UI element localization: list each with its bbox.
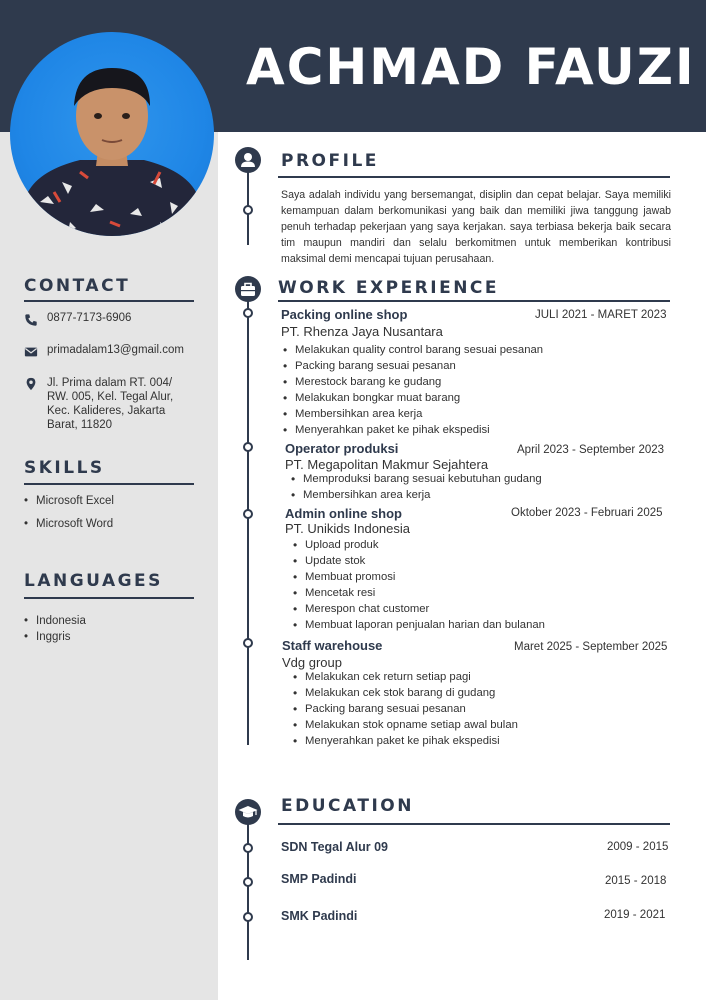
education-divider bbox=[278, 823, 670, 825]
job-task-list bbox=[291, 669, 518, 749]
job-company: PT. Rhenza Jaya Nusantara bbox=[281, 324, 443, 339]
job-title: Admin online shop bbox=[285, 506, 402, 521]
job-task: • Memproduksi barang sesuai kebutuhan gudang bbox=[289, 471, 542, 487]
contact-email-row[interactable] bbox=[24, 344, 184, 359]
contact-heading: CONTACT bbox=[24, 276, 131, 296]
timeline-dot bbox=[243, 509, 253, 519]
job-task: • Menyerahkan paket ke pihak ekspedisi bbox=[291, 733, 518, 749]
contact-address-row bbox=[24, 376, 182, 432]
languages-list bbox=[24, 615, 86, 647]
education-years: 2019 - 2021 bbox=[604, 909, 666, 921]
timeline-dot bbox=[243, 877, 253, 887]
skill-item: • Microsoft Excel bbox=[24, 495, 114, 518]
profile-summary: Saya adalah individu yang bersemangat, disiplin dan cepat belajar. Saya memiliki kemampuan dalam berkomunikasi yang baik dan memiliki jiwa tanggung jawab penuh terhadap pekerjaan yang saya kerjakan. saya terbiasa bekerja baik secara tim maupun mandiri dan selalu berkomitmen untuk memberikan kontribusi maksimal demi mencapai tujuan perusahaan. bbox=[281, 189, 671, 265]
contact-email: primadalam13@gmail.com bbox=[47, 344, 184, 356]
timeline-dot bbox=[243, 843, 253, 853]
job-task: • Membuat laporan penjualan harian dan bulanan bbox=[291, 617, 545, 633]
job-title: Packing online shop bbox=[281, 307, 408, 322]
skills-list bbox=[24, 495, 114, 541]
location-pin-icon bbox=[24, 377, 38, 391]
contact-divider bbox=[24, 300, 194, 302]
timeline-dot bbox=[243, 912, 253, 922]
skills-divider bbox=[24, 483, 194, 485]
job-task: • Update stok bbox=[291, 553, 545, 569]
job-task: • Melakukan cek return setiap pagi bbox=[291, 669, 518, 685]
job-task: • Mencetak resi bbox=[291, 585, 545, 601]
contact-phone: 0877-7173-6906 bbox=[47, 312, 132, 324]
job-task: • Melakukan bongkar muat barang bbox=[281, 390, 543, 406]
education-school: SMP Padindi bbox=[281, 872, 357, 886]
job-task: • Membersihkan area kerja bbox=[281, 406, 543, 422]
contact-address: Jl. Prima dalam RT. 004/ RW. 005, Kel. Tegal Alur, Kec. Kalideres, Jakarta Barat, 11820 bbox=[47, 377, 174, 431]
languages-heading: LANGUAGES bbox=[24, 571, 163, 591]
graduation-cap-icon bbox=[235, 799, 261, 825]
languages-divider bbox=[24, 597, 194, 599]
profile-heading: PROFILE bbox=[281, 151, 379, 171]
briefcase-icon bbox=[235, 276, 261, 302]
phone-icon bbox=[24, 313, 38, 327]
skills-heading: SKILLS bbox=[24, 458, 105, 478]
sidebar bbox=[0, 132, 218, 1000]
education-school: SDN Tegal Alur 09 bbox=[281, 840, 388, 854]
education-years: 2009 - 2015 bbox=[607, 841, 669, 853]
job-task: • Upload produk bbox=[291, 537, 545, 553]
profile-divider bbox=[278, 176, 670, 178]
job-task-list bbox=[281, 342, 543, 438]
job-dates: Maret 2025 - September 2025 bbox=[514, 641, 668, 653]
profile-photo bbox=[10, 32, 214, 236]
profile-person-icon bbox=[235, 147, 261, 173]
job-dates: Oktober 2023 - Februari 2025 bbox=[511, 507, 663, 519]
experience-heading: WORK EXPERIENCE bbox=[278, 278, 500, 298]
profile-photo-illustration bbox=[10, 32, 214, 236]
email-icon bbox=[24, 345, 38, 359]
job-task: • Merestock barang ke gudang bbox=[281, 374, 543, 390]
language-item: • Inggris bbox=[24, 631, 86, 647]
job-task: • Melakukan cek stok barang di gudang bbox=[291, 685, 518, 701]
timeline-dot bbox=[243, 308, 253, 318]
job-company: Vdg group bbox=[282, 655, 342, 670]
job-task: • Melakukan quality control barang sesuai pesanan bbox=[281, 342, 543, 358]
job-task: • Membuat promosi bbox=[291, 569, 545, 585]
job-company: PT. Megapolitan Makmur Sejahtera bbox=[285, 457, 489, 472]
skill-item: • Microsoft Word bbox=[24, 518, 114, 541]
language-item: • Indonesia bbox=[24, 615, 86, 631]
timeline-dot bbox=[243, 442, 253, 452]
education-timeline-line bbox=[247, 818, 249, 960]
job-task-list bbox=[291, 537, 545, 633]
job-task: • Packing barang sesuai pesanan bbox=[291, 701, 518, 717]
job-dates: April 2023 - September 2023 bbox=[517, 444, 665, 456]
job-task-list bbox=[289, 471, 542, 503]
timeline-dot bbox=[243, 638, 253, 648]
job-task: • Packing barang sesuai pesanan bbox=[281, 358, 543, 374]
job-dates: JULI 2021 - MARET 2023 bbox=[535, 309, 667, 321]
experience-divider bbox=[278, 300, 670, 302]
experience-timeline-line bbox=[247, 298, 249, 745]
job-task: • Membersihkan area kerja bbox=[289, 487, 542, 503]
job-task: • Melakukan stok opname setiap awal bulan bbox=[291, 717, 518, 733]
education-years: 2015 - 2018 bbox=[605, 875, 667, 887]
person-name: ACHMAD FAUZI bbox=[246, 38, 696, 96]
contact-phone-row[interactable] bbox=[24, 312, 131, 327]
job-task: • Merespon chat customer bbox=[291, 601, 545, 617]
job-title: Staff warehouse bbox=[282, 638, 383, 653]
education-school: SMK Padindi bbox=[281, 909, 358, 923]
education-heading: EDUCATION bbox=[281, 796, 414, 816]
job-company: PT. Unikids Indonesia bbox=[285, 521, 411, 536]
job-task: • Menyerahkan paket ke pihak ekspedisi bbox=[281, 422, 543, 438]
timeline-dot bbox=[243, 205, 253, 215]
job-title: Operator produksi bbox=[285, 441, 399, 456]
